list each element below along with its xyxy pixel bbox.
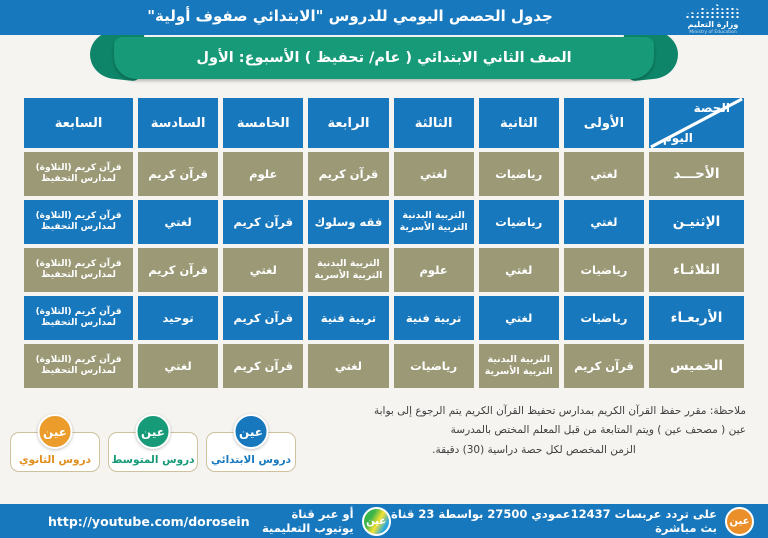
- corner-header-cell: [649, 98, 744, 148]
- day-header-sunday: الأحـــد: [649, 152, 744, 196]
- cell-thursday-2: التربية البدنية التربية الأسرية: [479, 344, 559, 388]
- ministry-dots-icon: [685, 3, 741, 19]
- cell-wednesday-2: لغتي: [479, 296, 559, 340]
- badge-label: دروس الابتدائي: [211, 454, 291, 466]
- day-header-tuesday: الثلاثـاء: [649, 248, 744, 292]
- cell-monday-3: التربية البدنية التربية الأسرية: [394, 200, 474, 244]
- badge-label: دروس الثانوي: [18, 454, 92, 466]
- badge-ain-intermediate[interactable]: [108, 424, 198, 472]
- note-line-1: ملاحظة: مقرر حفظ القرآن الكريم بمدارس تحفيظ القرآن الكريم يتم الرجوع إلى بوابة: [373, 405, 746, 417]
- cell-monday-1: لغتي: [564, 200, 644, 244]
- cell-sunday-6: قرآن كريم: [138, 152, 218, 196]
- day-header-wednesday: الأربعـاء: [649, 296, 744, 340]
- column-header-4: الرابعة: [308, 98, 388, 148]
- cell-tuesday-2: لغتي: [479, 248, 559, 292]
- cell-tuesday-1: رياضيات: [564, 248, 644, 292]
- day-header-monday: الإثنيـن: [649, 200, 744, 244]
- cell-sunday-4: قرآن كريم: [308, 152, 388, 196]
- ribbon-zone: [0, 35, 768, 85]
- badge-label: دروس المتوسط: [111, 454, 195, 466]
- badge-ain-elementary[interactable]: [206, 424, 296, 472]
- youtube-url-link[interactable]: http://youtube.com/dorosein: [48, 513, 250, 529]
- cell-tuesday-5: لغتي: [223, 248, 303, 292]
- cell-thursday-4: لغتي: [308, 344, 388, 388]
- cell-monday-2: رياضيات: [479, 200, 559, 244]
- ministry-name: وزارة التعليم: [687, 20, 739, 29]
- day-header-thursday: الخميس: [649, 344, 744, 388]
- cell-tuesday-3: علوم: [394, 248, 474, 292]
- cell-monday-4: فقه وسلوك: [308, 200, 388, 244]
- cell-wednesday-1: رياضيات: [564, 296, 644, 340]
- ain-channel-badges: [10, 424, 302, 472]
- timetable: [24, 98, 744, 388]
- top-bar: [0, 0, 768, 35]
- cell-sunday-7: قرآن كريم (التلاوة) لمدارس التحفيظ: [24, 152, 133, 196]
- cell-wednesday-4: تربية فنية: [308, 296, 388, 340]
- ain-logo-icon: عين: [362, 507, 391, 536]
- corner-label-period: الحصة: [693, 101, 730, 115]
- grade-banner: [114, 37, 654, 79]
- corner-label-day: اليوم: [663, 131, 693, 145]
- youtube-info-group: [48, 507, 391, 536]
- cell-wednesday-6: توحيد: [138, 296, 218, 340]
- cell-thursday-3: رياضيات: [394, 344, 474, 388]
- cell-sunday-5: علوم: [223, 152, 303, 196]
- cell-thursday-6: لغتي: [138, 344, 218, 388]
- grade-banner-text: الصف الثاني الابتدائي ( عام/ تحفيظ ) الأسبوع: الأول: [196, 50, 572, 66]
- ain-logo-icon: عين: [136, 414, 171, 449]
- youtube-channel-label: أو عبر قناة يوتيوب التعليمية: [262, 507, 354, 535]
- cell-thursday-1: قرآن كريم: [564, 344, 644, 388]
- badge-ain-secondary[interactable]: [10, 424, 100, 472]
- cell-thursday-7: قرآن كريم (التلاوة) لمدارس التحفيظ: [24, 344, 133, 388]
- column-header-1: الأولى: [564, 98, 644, 148]
- column-header-2: الثانية: [479, 98, 559, 148]
- column-header-7: السابعة: [24, 98, 133, 148]
- cell-wednesday-5: قرآن كريم: [223, 296, 303, 340]
- cell-wednesday-7: قرآن كريم (التلاوة) لمدارس التحفيظ: [24, 296, 133, 340]
- footer-bar: [0, 504, 768, 538]
- cell-tuesday-4: التربية البدنية التربية الأسرية: [308, 248, 388, 292]
- ministry-name-en: Ministry of Education: [689, 29, 737, 35]
- column-header-3: الثالثة: [394, 98, 474, 148]
- ministry-logo: [668, 2, 758, 35]
- cell-monday-5: قرآن كريم: [223, 200, 303, 244]
- cell-sunday-2: رياضيات: [479, 152, 559, 196]
- ain-logo-icon: عين: [234, 414, 269, 449]
- note-block: [302, 398, 752, 472]
- cell-tuesday-7: قرآن كريم (التلاوة) لمدارس التحفيظ: [24, 248, 133, 292]
- satellite-info-group: [391, 507, 754, 536]
- satellite-frequency-text: على تردد عربسات 12437عمودي 27500 بواسطة 23 قناة بث مباشرة: [391, 507, 717, 535]
- ain-logo-icon: عين: [38, 414, 73, 449]
- note-line-2: عين ( مصحف عين ) ويتم المتابعة من قبل المعلم المختص بالمدرسة: [450, 424, 746, 437]
- cell-sunday-3: لغتي: [394, 152, 474, 196]
- ain-logo-icon: عين: [725, 507, 754, 536]
- column-header-5: الخامسة: [223, 98, 303, 148]
- cell-tuesday-6: قرآن كريم: [138, 248, 218, 292]
- page-title: جدول الحصص اليومي للدروس "الابتدائي صفوف أولية": [147, 7, 553, 25]
- note-line-3: الزمن المخصص لكل حصة دراسية (30) دقيقة.: [432, 443, 636, 456]
- cell-sunday-1: لغتي: [564, 152, 644, 196]
- cell-wednesday-3: تربية فنية: [394, 296, 474, 340]
- cell-thursday-5: قرآن كريم: [223, 344, 303, 388]
- cell-monday-7: قرآن كريم (التلاوة) لمدارس التحفيظ: [24, 200, 133, 244]
- cell-monday-6: لغتي: [138, 200, 218, 244]
- bottom-section: [10, 398, 752, 472]
- column-header-6: السادسة: [138, 98, 218, 148]
